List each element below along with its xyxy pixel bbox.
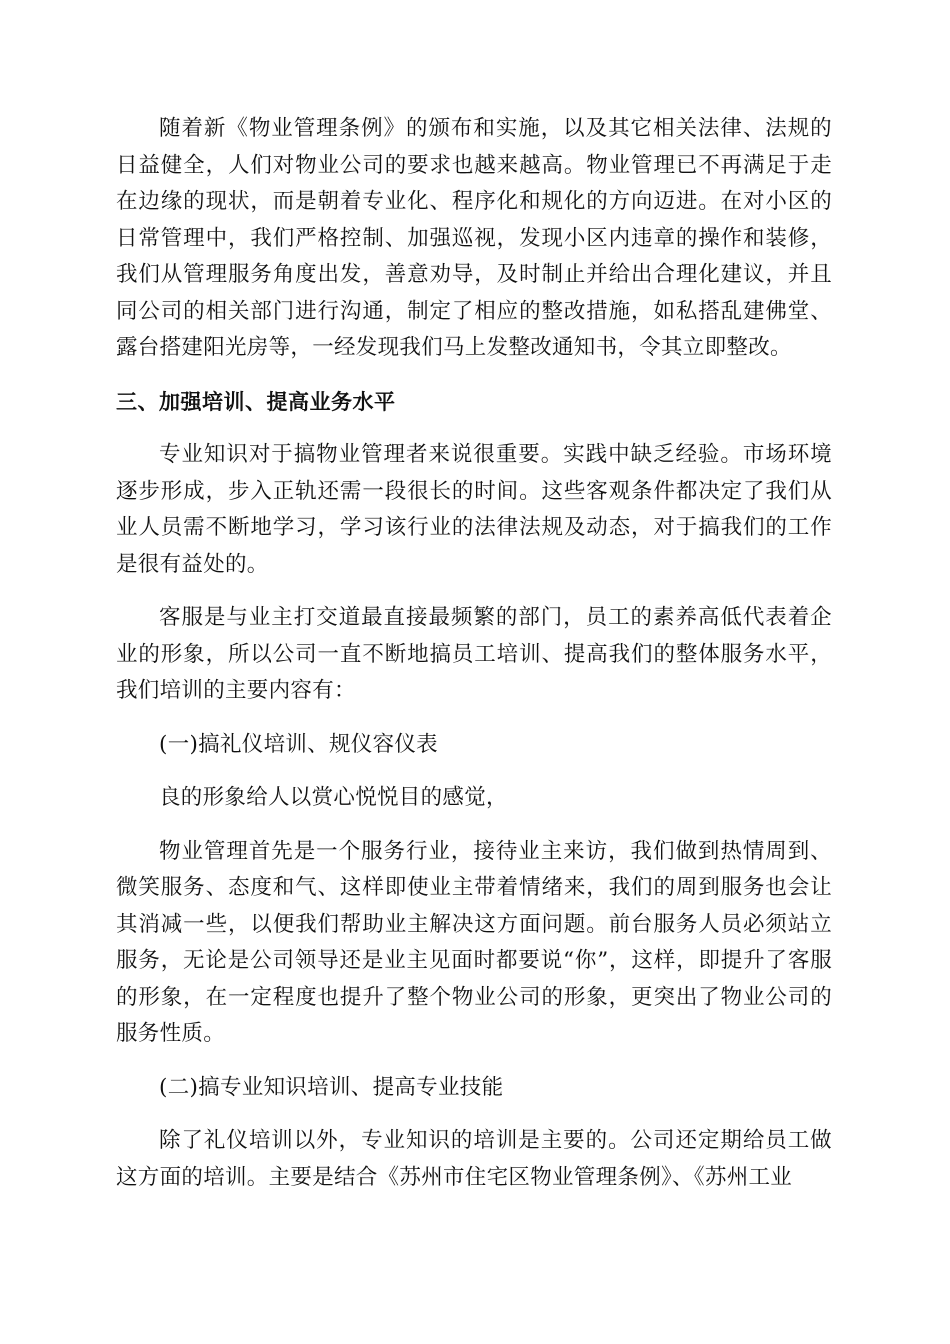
paragraph-professional-knowledge: 专业知识对于搞物业管理者来说很重要。实践中缺乏经验。市场环境逐步形成，步入正轨还需一段很长的时间。这些客观条件都决定了我们从业人员需不断地学习，学习该行业的法律法规及动态，对于搞我们的工作是很有益处的。	[116, 442, 832, 577]
paragraph-customer-service: 客服是与业主打交道最直接最频繁的部门，员工的素养高低代表着企业的形象，所以公司一直不断地搞员工培训、提高我们的整体服务水平，我们培训的主要内容有：	[116, 605, 832, 703]
subheading-skill-training: (二)搞专业知识培训、提高专业技能	[159, 1074, 504, 1100]
subheading-etiquette-training: (一)搞礼仪培训、规仪容仪表	[159, 731, 438, 757]
document-page	[116, 111, 832, 1213]
paragraph-regulations: 随着新《物业管理条例》的颁布和实施，以及其它相关法律、法规的日益健全，人们对物业公司的要求也越来越高。物业管理已不再满足于走在边缘的现状，而是朝着专业化、程序化和规化的方向迈进。在对小区的日常管理中，我们严格控制、加强巡视，发现小区内违章的操作和装修，我们从管理服务角度出发，善意劝导，及时制止并给出合理化建议，并且同公司的相关部门进行沟通，制定了相应的整改措施，如私搭乱建佛堂、露台搭建阳光房等，一经发现我们马上发整改通知书，令其立即整改。	[116, 116, 832, 360]
section-heading-training: 三、加强培训、提高业务水平	[116, 389, 396, 414]
paragraph-service-industry: 物业管理首先是一个服务行业，接待业主来访，我们做到热情周到、微笑服务、态度和气、这样即使业主带着情绪来，我们的周到服务也会让其消减一些，以便我们帮助业主解决这方面问题。前台服务人员必须站立服务，无论是公司领导还是业主见面时都要说“你”，这样，即提升了客服的形象，在一定程度也提升了整个物业公司的形象，更突出了物业公司的服务性质。	[116, 838, 832, 1046]
paragraph-good-image: 良的形象给人以赏心悦悦目的感觉，	[159, 785, 508, 810]
paragraph-regular-training: 除了礼仪培训以外，专业知识的培训是主要的。公司还定期给员工做这方面的培训。主要是结合《苏州市住宅区物业管理条例》、《苏州工业	[116, 1128, 832, 1190]
